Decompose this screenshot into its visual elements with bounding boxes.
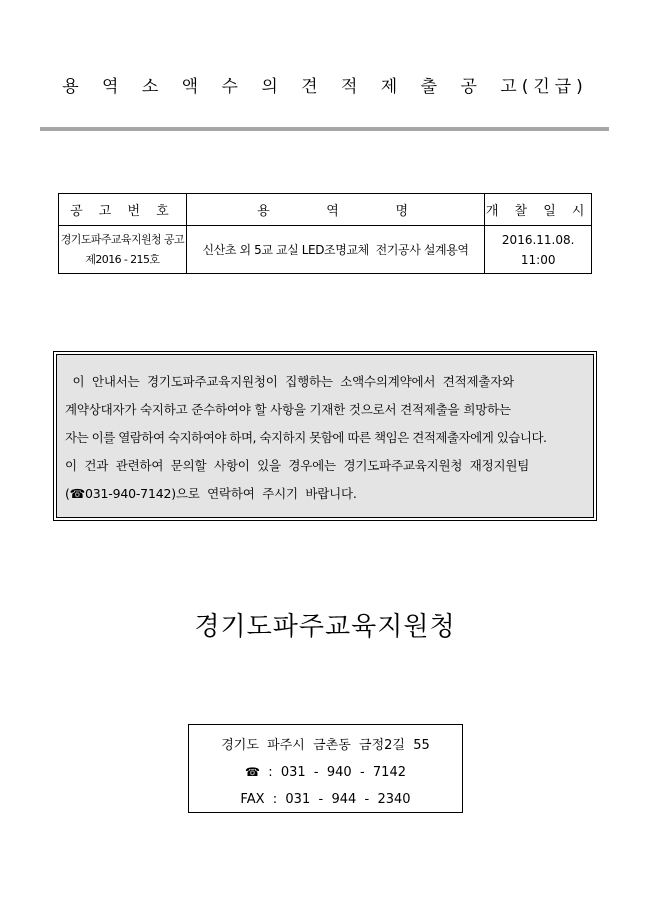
opening-date-line2: 11:00: [520, 252, 556, 267]
notice-table: [58, 193, 592, 274]
info-line-1: 이 안내서는 경기도파주교육지원청이 집행하는 소액수의계약에서 견적제출자와: [65, 374, 515, 389]
document-title: 용 역 소 액 수 의 견 적 제 출 공 고(긴급): [62, 77, 588, 97]
info-line-5: (☎031-940-7142)으로 연락하여 주시기 바랍니다.: [65, 486, 357, 501]
contact-box: [188, 724, 463, 813]
header-opening-date: 개 찰 일 시: [485, 194, 592, 226]
service-name: 신산초 외 5교 교실 LED조명교체 전기공사 설계용역: [202, 242, 469, 257]
notice-info-box: [53, 351, 597, 521]
header-service-name: 용 역 명: [186, 194, 485, 226]
opening-date-line1: 2016.11.08.: [501, 232, 575, 247]
cell-notice-number: [59, 226, 187, 274]
info-line-2: 계약상대자가 숙지하고 준수하여야 할 사항을 기재한 것으로서 견적제출을 희망하는: [65, 402, 511, 417]
notice-info-content: [56, 354, 594, 518]
contact-fax: FAX : 031 - 944 - 2340: [240, 792, 411, 807]
contact-address: 경기도 파주시 금촌동 금정2길 55: [221, 738, 430, 753]
notice-number-line2: 제2016 - 215호: [85, 252, 160, 266]
info-line-3: 자는 이를 열람하여 숙지하여야 하며, 숙지하지 못함에 따른 책임은 견적제출자에게 있습니다.: [65, 430, 547, 445]
cell-service-name: [186, 226, 485, 274]
table-header-row: [59, 194, 592, 226]
header-notice-number: 공 고 번 호: [59, 194, 187, 226]
office-name: 경기도파주교육지원청: [194, 612, 456, 642]
title-divider: [40, 127, 609, 131]
contact-phone: : 031 - 940 - 7142: [259, 765, 406, 780]
table-row: [59, 226, 592, 274]
info-line-4: 이 건과 관련하여 문의할 사항이 있을 경우에는 경기도파주교육지원청 재정지원팀: [65, 458, 530, 473]
phone-icon: ☎: [244, 765, 260, 779]
contact-phone-line: [189, 759, 462, 786]
notice-number-line1: 경기도파주교육지원청 공고: [60, 232, 184, 246]
cell-opening-date: [485, 226, 592, 274]
